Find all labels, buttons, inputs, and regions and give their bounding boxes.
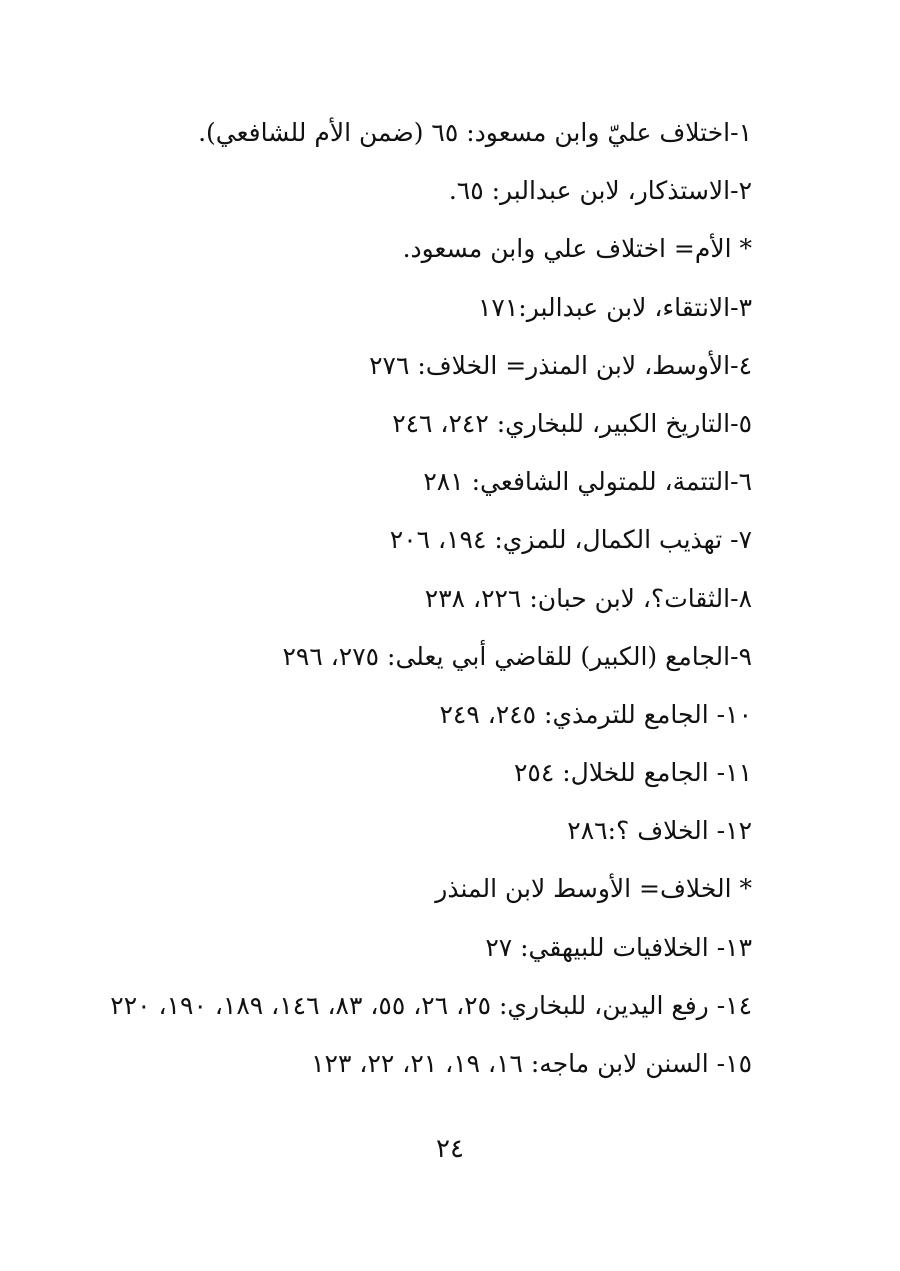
- list-item: ١٠- الجامع للترمذي: ٢٤٥، ٢٤٩: [439, 699, 752, 729]
- list-item: ١-اختلاف عليّ وابن مسعود: ٦٥ (ضمن الأم للشافعي).: [198, 118, 752, 147]
- list-item: ٦-التتمة، للمتولي الشافعي: ٢٨١: [423, 467, 752, 497]
- page-number: ٢٤: [436, 1134, 464, 1164]
- list-item: ٣-الانتقاء، لابن عبدالبر:١٧١: [477, 292, 752, 322]
- list-item: ٤-الأوسط، لابن المنذر= الخلاف: ٢٧٦: [369, 350, 752, 380]
- list-item: ١٣- الخلافيات للبيهقي: ٢٧: [485, 932, 752, 962]
- list-item: ٨-الثقات؟، لابن حبان: ٢٢٦، ٢٣٨: [424, 583, 752, 613]
- list-item: * الأم= اختلاف علي وابن مسعود.: [402, 234, 752, 264]
- list-item: ٥-التاريخ الكبير، للبخاري: ٢٤٢، ٢٤٦: [392, 408, 752, 438]
- list-item: ٩-الجامع (الكبير) للقاضي أبي يعلى: ٢٧٥، ٢٩٦: [282, 641, 752, 671]
- reference-list: [60, 104, 752, 1093]
- list-item: ١٥- السنن لابن ماجه: ١٦، ١٩، ٢١، ٢٢، ١٢٣: [311, 1049, 752, 1078]
- list-item: ٧- تهذيب الكمال، للمزي: ١٩٤، ٢٠٦: [389, 525, 752, 555]
- list-item: * الخلاف= الأوسط لابن المنذر: [435, 874, 752, 904]
- list-item: ١٢- الخلاف ؟:٢٨٦: [567, 816, 752, 846]
- list-item: ٢-الاستذكار، لابن عبدالبر: ٦٥.: [448, 176, 752, 206]
- list-item: ١١- الجامع للخلال: ٢٥٤: [514, 758, 752, 788]
- list-item: ١٤- رفع اليدين، للبخاري: ٢٥، ٢٦، ٥٥، ٨٣، ١٤٦، ١٨٩، ١٩٠، ٢٢٠: [110, 990, 752, 1020]
